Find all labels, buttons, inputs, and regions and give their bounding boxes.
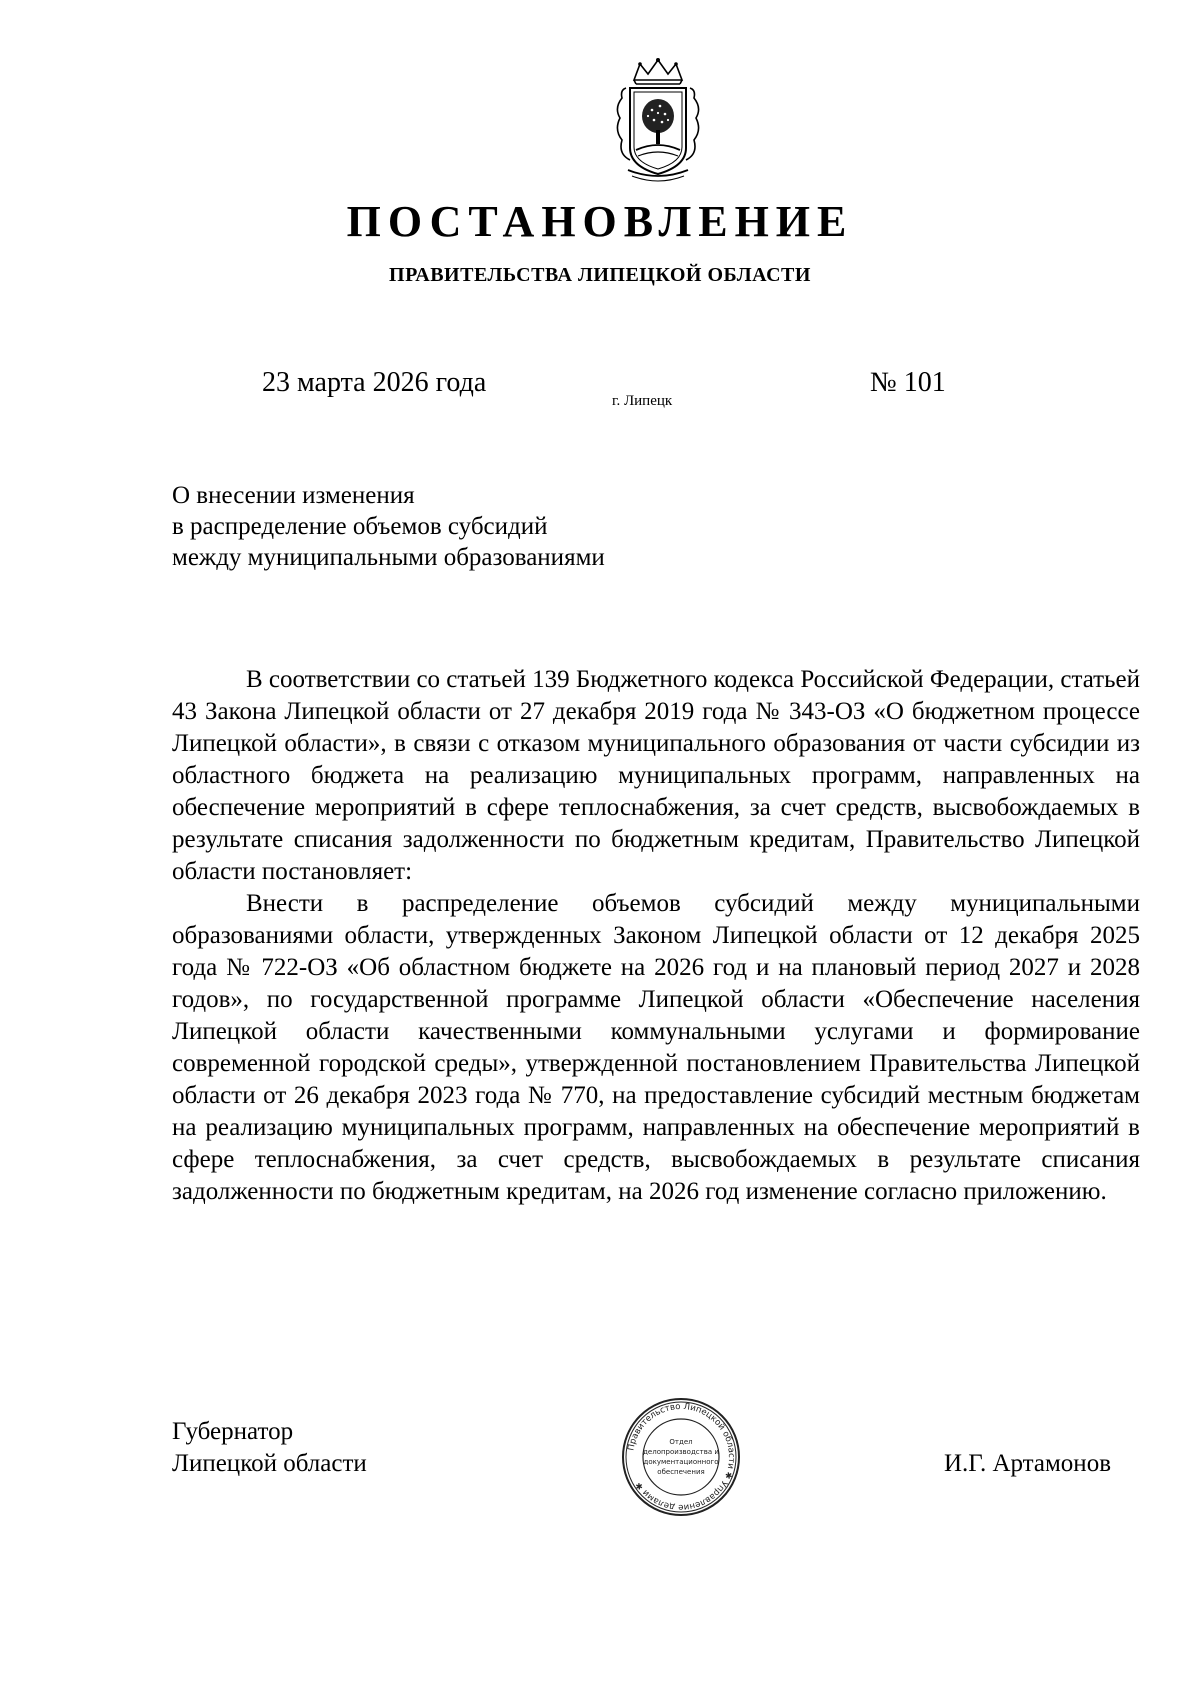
document-date: 23 марта 2026 года <box>262 367 487 398</box>
document-title: ПОСТАНОВЛЕНИЕ <box>346 197 854 246</box>
document-number: № 101 <box>870 367 946 398</box>
coat-of-arms-icon <box>612 58 704 184</box>
document-city: г. Липецк <box>612 393 673 409</box>
svg-text:Правительство Липецкой области: Правительство Липецкой области ✱ Управление делами ✱ <box>626 1401 737 1513</box>
document-body <box>172 664 1140 1208</box>
signatory-name: И.Г. Артамонов <box>944 1450 1111 1477</box>
body-paragraph: Внести в распределение объемов субсидий между муниципальными образованиями области, утвержденных Законом Липецкой области от 12 декабря 2025 года № 722-ОЗ «Об областном бюджете на 2026 год и на плановый период 2027 и 2028 годов», по государственной программе Липецкой области «Обеспечение населения Липецкой области качественными коммунальными услугами и формирование современной городской среды», утвержденной постановлением Правительства Липецкой области от 26 декабря 2023 года № 770, на предоставление субсидий местным бюджетам на реализацию муниципальных программ, направленных на обеспечение мероприятий в сфере теплоснабжения, за счет средств, высвобождаемых в результате списания задолженности по бюджетным кредитам, на 2026 год изменение согласно приложению. <box>172 890 1140 1205</box>
heading-line: О внесении изменения <box>172 482 415 509</box>
signatory-position <box>172 1416 367 1480</box>
heading-line: в распределение объемов субсидий <box>172 513 548 540</box>
heading-line: между муниципальными образованиями <box>172 544 605 571</box>
svg-text:Отдел: Отдел <box>669 1438 693 1446</box>
signatory-position-line: Липецкой области <box>172 1450 367 1477</box>
signatory-position-line: Губернатор <box>172 1418 294 1445</box>
official-stamp-icon <box>620 1396 742 1518</box>
svg-text:документационного: документационного <box>643 1458 719 1466</box>
document-heading <box>172 480 605 573</box>
svg-text:делопроизводства и: делопроизводства и <box>643 1448 719 1456</box>
svg-text:обеспечения: обеспечения <box>657 1468 705 1476</box>
body-paragraph: В соответствии со статьей 139 Бюджетного кодекса Российской Федерации, статьей 43 Закона Липецкой области от 27 декабря 2019 года № 343-ОЗ «О бюджетном процессе Липецкой области», в связи с отказом муниципального образования от части субсидии из областного бюджета на реализацию муниципальных программ, направленных на обеспечение мероприятий в сфере теплоснабжения, за счет средств, высвобождаемых в результате списания задолженности по бюджетным кредитам, Правительство Липецкой области постановляет: <box>172 666 1140 885</box>
document-issuer: ПРАВИТЕЛЬСТВА ЛИПЕЦКОЙ ОБЛАСТИ <box>389 264 811 286</box>
